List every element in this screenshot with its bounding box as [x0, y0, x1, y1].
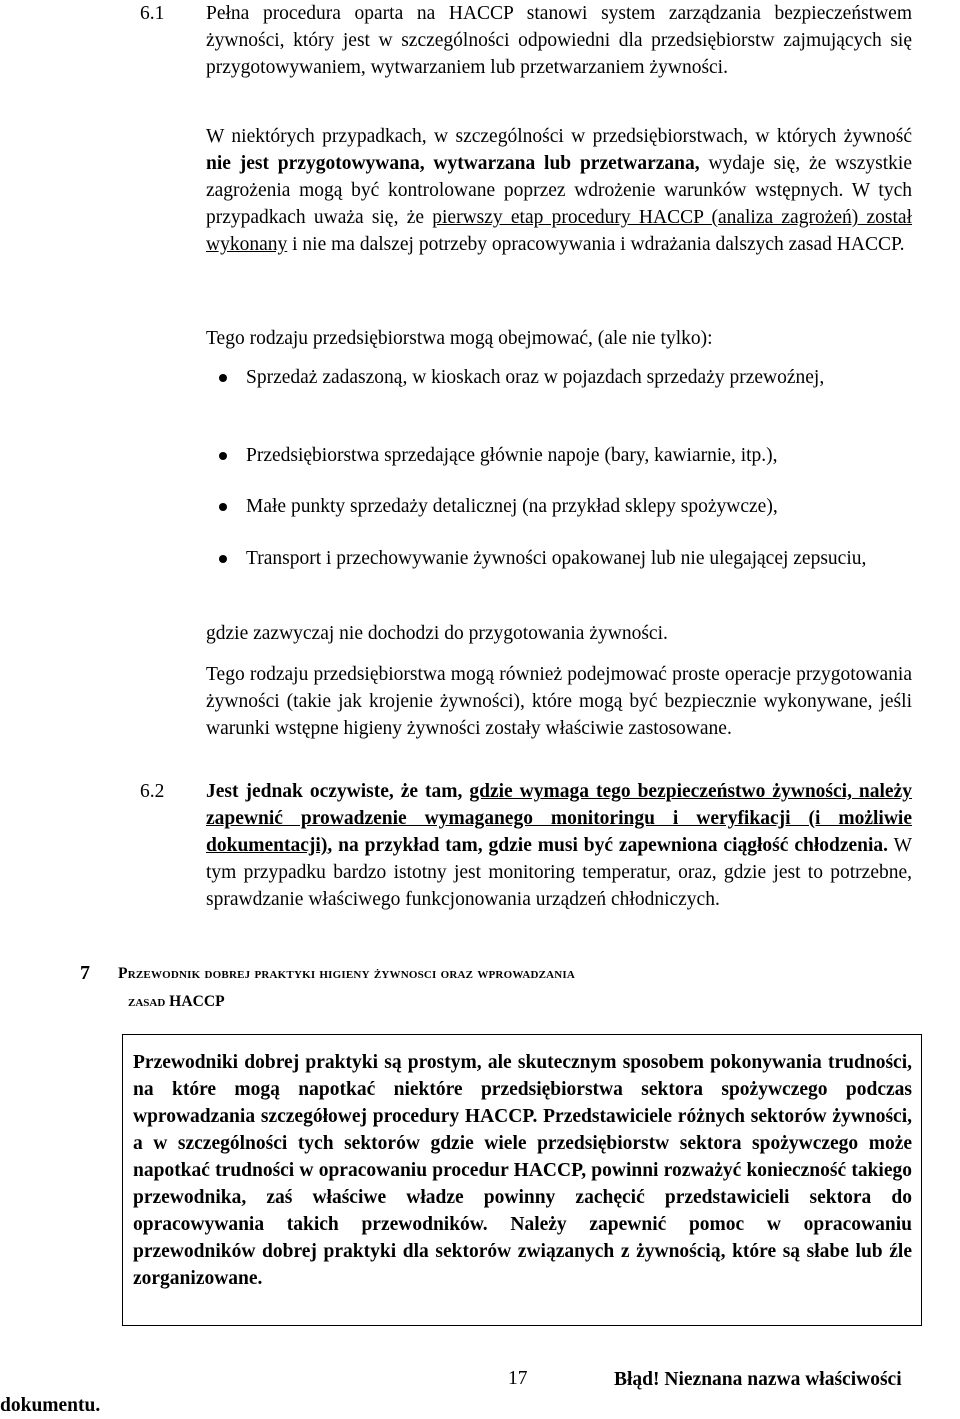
- footer-error-line-2: dokumentu.: [0, 1395, 101, 1416]
- section-7-title-line-1: Przewodnik dobrej praktyki higieny żywnosci oraz wprowadzania: [118, 965, 576, 982]
- section-7-title-line-2: zasad HACCP: [128, 993, 225, 1010]
- s62-bold-a: Jest jednak oczywiste, że tam,: [206, 781, 470, 802]
- p2-part-c: wydaje się, że wszystkie zagrożenia mogą być kontrolowane poprzez wdrożenie warunków wstępnych. W tych przypadkach uważa się, że: [206, 153, 912, 228]
- bullet-dot: [219, 555, 227, 563]
- bullet-item-3: Małe punkty sprzedaży detalicznej (na przykład sklepy spożywcze),: [246, 496, 778, 517]
- bullet-item-4: Transport i przechowywanie żywności opakowanej lub nie ulegającej zepsuciu,: [246, 548, 867, 569]
- footer-error-line-1: Błąd! Nieznana nazwa właściwości: [614, 1369, 902, 1390]
- s62-bold-underlined: gdzie wymaga tego bezpieczeństwo żywności, należy zapewnić prowadzenie wymaganego monitoringu i weryfikacji (i możliwie dokumentacji): [206, 781, 912, 856]
- s62-normal-d: W tym przypadku bardzo istotny jest monitoring temperatur, oraz, gdzie jest to potrzebne, sprawdzanie właściwego funkcjonowania urządzeń chłodniczych.: [206, 835, 912, 910]
- section-number-6-1: 6.1: [140, 3, 165, 24]
- bullet-dot: [219, 503, 227, 511]
- s62-bold-c: , na przykład tam, gdzie musi być zapewniona ciągłość chłodzenia.: [327, 835, 889, 856]
- paragraph-6-1-some-cases: [206, 123, 912, 258]
- p2-part-a: W niektórych przypadkach, w szczególności w przedsiębiorstwach, w których żywność: [206, 126, 912, 147]
- paragraph-6-1-intro: Pełna procedura oparta na HACCP stanowi system zarządzania bezpieczeństwem żywności, który jest w szczególności odpowiedni dla przedsiębiorstw zajmujących się przygotowywaniem, wytwarzaniem lub przetwarzaniem żywności.: [206, 3, 912, 78]
- paragraph-business-types-intro: Tego rodzaju przedsiębiorstwa mogą obejmować, (ale nie tylko):: [206, 328, 713, 349]
- bullet-item-2: Przedsiębiorstwa sprzedające głównie napoje (bary, kawiarnie, itp.),: [246, 445, 778, 466]
- section-7-number: 7: [80, 962, 90, 984]
- page-number: 17: [508, 1368, 528, 1389]
- p2-bold: nie jest przygotowywana, wytwarzana lub przetwarzana,: [206, 153, 700, 174]
- paragraph-no-preparation: gdzie zazwyczaj nie dochodzi do przygotowania żywności.: [206, 623, 668, 644]
- p2-underlined: pierwszy etap procedury HACCP (analiza zagrożeń) został wykonany: [206, 207, 912, 255]
- section-number-6-2: 6.2: [140, 781, 165, 802]
- bullet-item-1: Sprzedaż zadaszoną, w kioskach oraz w pojazdach sprzedaży przewoźnej,: [246, 367, 825, 388]
- p2-part-e: i nie ma dalszej potrzeby opracowywania i wdrażania dalszych zasad HACCP.: [287, 234, 905, 255]
- bullet-dot: [219, 374, 227, 382]
- guide-info-box-text: Przewodniki dobrej praktyki są prostym, ale skutecznym sposobem pokonywania trudności, na które mogą napotkać niektóre przedsiębiorstwa sektora spożywczego podczas wprowadzania szczegółowej procedury HACCP. Przedstawiciele różnych sektorów żywności, a w szczególności tych sektorów gdzie wiele przedsiębiorstw sektora spożywczego może napotkać trudności w opracowaniu procedur HACCP, powinni rozważyć konieczność takiego przewodnika, zaś właściwe władze powinny zachęcić przedstawicieli sektora do opracowywania takich przewodników. Należy zapewnić pomoc w opracowaniu przewodników dobrej praktyki dla sektorów związanych z żywnością, które są słabe lub źle zorganizowane.: [133, 1052, 912, 1289]
- bullet-dot: [219, 452, 227, 460]
- paragraph-6-2: [206, 778, 912, 913]
- paragraph-simple-operations: Tego rodzaju przedsiębiorstwa mogą również podejmować proste operacje przygotowania żywności (takie jak krojenie żywności), które mogą być bezpiecznie wykonywane, jeśli warunki wstępne higieny żywności zostały właściwie zastosowane.: [206, 664, 912, 739]
